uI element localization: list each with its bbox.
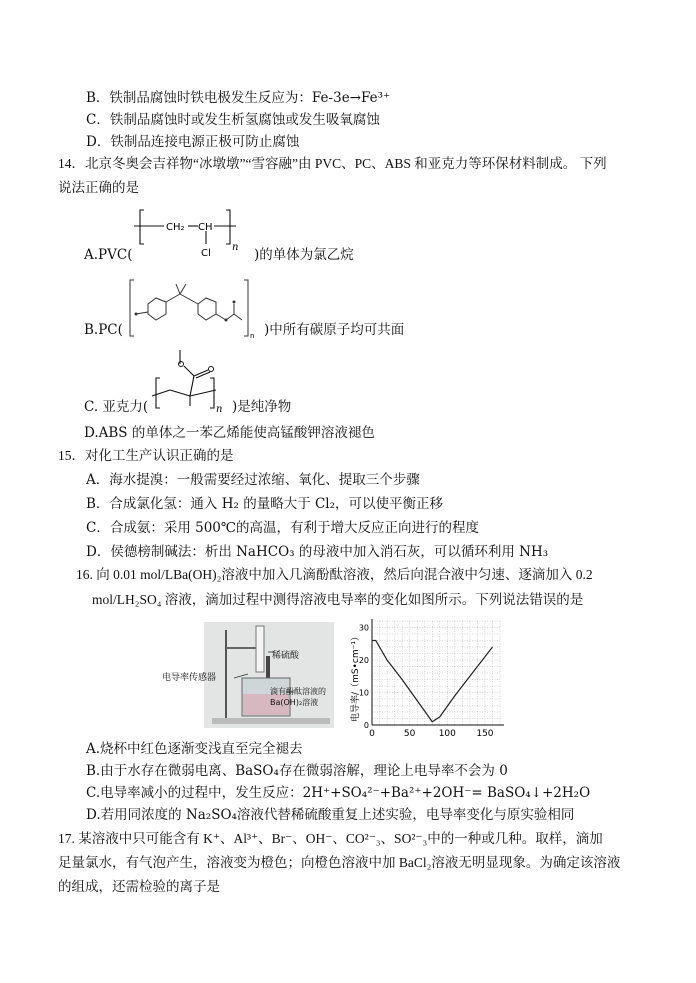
- acrylic-n-subscript: n: [216, 404, 223, 415]
- apparatus-drawing: [204, 622, 334, 728]
- pc-n-subscript: n: [250, 332, 255, 340]
- chart-x-tick-label: 0: [369, 729, 375, 737]
- pvc-n-subscript: n: [232, 242, 239, 253]
- chart-ticks: [359, 624, 494, 738]
- photo-label-sensor: 电导率传感器: [162, 673, 217, 683]
- q14-option-c-prefix: C. 亚克力(: [84, 399, 149, 415]
- chart-y-tick-label: 0: [363, 721, 369, 730]
- conductivity-chart: [350, 617, 510, 737]
- q17-stem-line2: 足量氯水，有气泡产生，溶液变为橙色；向橙色溶液中加 BaCl₂溶液无明显现象。为确定该溶液: [58, 855, 621, 870]
- q16-stem-line1: 16. 向 0.01 mol/LBa(OH)₂溶液中加入几滴酚酞溶液，然后向混合液中匀速、逐滴加入 0.2: [76, 567, 593, 582]
- photo-label-solution-2: Ba(OH)₂溶液: [270, 698, 319, 707]
- q14-option-b-suffix: )中所有碳原子均可共面: [264, 322, 405, 338]
- q13-option-b: B．铁制品腐蚀时铁电极发生反应为：Fe-3e→Fe³⁺: [86, 90, 391, 106]
- q14-option-a-suffix: )的单体为氯乙烷: [254, 247, 354, 263]
- chart-x-tick-label: 50: [403, 729, 416, 737]
- q14-stem-line1: 14．北京冬奥会吉祥物“冰墩墩”“雪容融”由 PVC、PC、ABS 和亚克力等环保材料制成。 下列: [58, 156, 607, 171]
- q13-option-d: D．铁制品连接电源正极可防止腐蚀: [86, 134, 300, 150]
- q17-stem-line3: 的组成，还需检验的离子是: [58, 879, 220, 894]
- q16-stem-line2: mol/LH₂SO₄ 溶液，滴加过程中测得溶液电导率的变化如图所示。下列说法错误的是: [92, 592, 584, 607]
- pvc-ch2-label: CH₂: [166, 222, 185, 233]
- q17-stem-line1: 17. 某溶液中只可能含有 K⁺、Al³⁺、Br⁻、OH⁻、CO²⁻₃、SO²⁻₃中的一种或几种。取样，滴加: [58, 831, 603, 846]
- q14-option-c-suffix: )是纯净物: [232, 399, 292, 415]
- pvc-cl-label: Cl: [201, 248, 211, 259]
- q15-option-b: B．合成氯化氢：通入 H₂ 的量略大于 Cl₂，可以使平衡正移: [86, 496, 444, 512]
- photo-label-sulfuric-acid: 稀硫酸: [272, 651, 300, 661]
- chart-x-tick-label: 100: [438, 729, 456, 737]
- q14-option-a-prefix: A.PVC(: [84, 247, 133, 263]
- chart-y-axis-label: 电导率/（mS•cm⁻¹）: [351, 632, 361, 722]
- q14-option-d: D.ABS 的单体之一苯乙烯能使高锰酸钾溶液褪色: [84, 425, 375, 441]
- chart-y-tick-label: 20: [358, 656, 369, 665]
- q16-option-b: B.由于水存在微弱电离、BaSO₄存在微弱溶解，理论上电导率不会为 0: [86, 763, 508, 779]
- q15-stem: 15．对化工生产认识正确的是: [58, 448, 234, 463]
- chart-y-tick-label: 30: [358, 623, 369, 633]
- chart-y-tick-label: 10: [358, 688, 369, 698]
- q16-option-d: D.若用同浓度的 Na₂SO₄溶液代替稀硫酸重复上述实验，电导率变化与原实验相同: [86, 807, 575, 823]
- pvc-ch-label: CH: [198, 222, 213, 233]
- q15-option-c: C．合成氨：采用 500℃的高温，有利于增大反应正向进行的程度: [86, 520, 479, 536]
- acrylic-structure-image: [150, 344, 232, 416]
- q16-option-c: C.电导率减小的过程中，发生反应：2H⁺+SO₄²⁻+Ba²⁺+2OH⁻= BaSO₄↓+2H₂O: [86, 785, 591, 801]
- q13-option-c: C．铁制品腐蚀时或发生析氢腐蚀或发生吸氧腐蚀: [86, 112, 380, 128]
- chart-x-tick-label: 150: [476, 729, 494, 737]
- q15-option-a: A．海水提溴：一般需要经过浓缩、氧化、提取三个步骤: [86, 472, 420, 488]
- q14-option-b-prefix: B.PC(: [84, 322, 123, 338]
- pvc-structure-image: [130, 204, 255, 266]
- apparatus-photo: [162, 622, 334, 728]
- q16-option-a: A.烧杯中红色逐渐变浅直至完全褪去: [86, 741, 303, 757]
- chart-axes: [372, 619, 504, 725]
- pc-structure-image: [122, 274, 262, 344]
- q15-option-d: D．侯德榜制碱法：析出 NaHCO₃ 的母液中加入消石灰，可以循环利用 NH₃: [86, 544, 549, 560]
- chart-grid: [372, 621, 500, 725]
- q14-stem-line2: 说法正确的是: [58, 180, 139, 195]
- photo-label-solution-1: 滴有酚酞溶液的: [270, 687, 326, 696]
